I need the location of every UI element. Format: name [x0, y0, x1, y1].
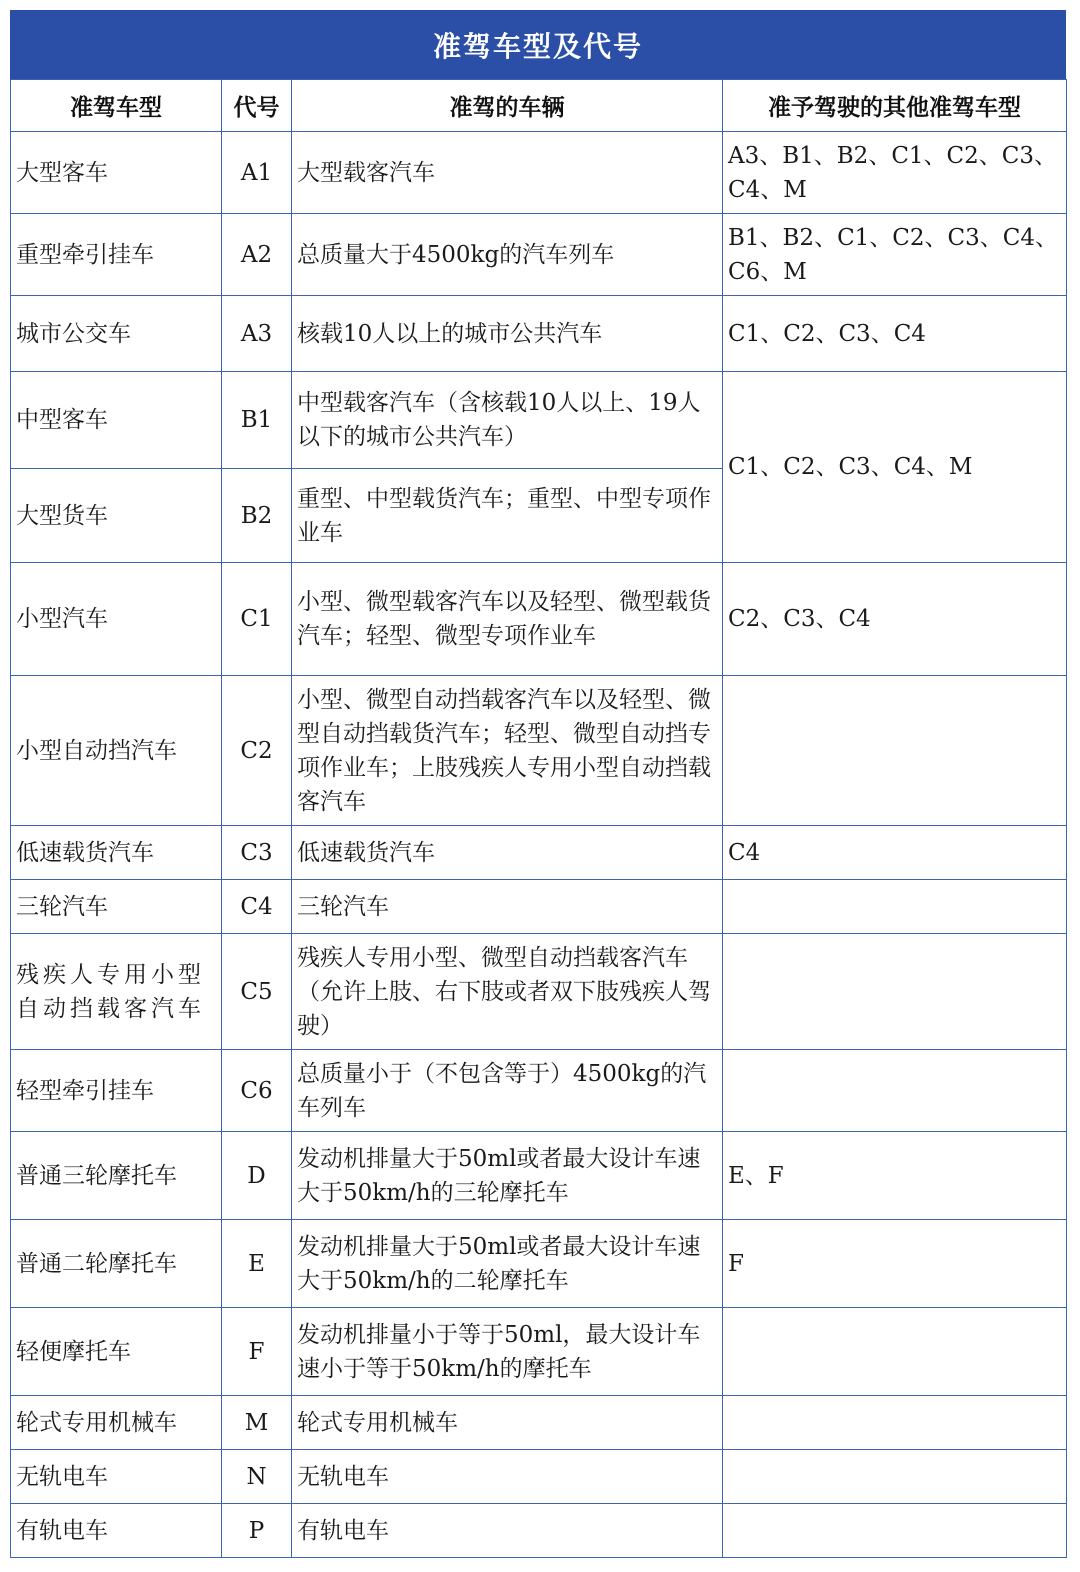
cell-others: B1、B2、C1、C2、C3、C4、C6、M: [723, 214, 1067, 296]
cell-code: B2: [222, 469, 292, 563]
table-row: [11, 1504, 1067, 1558]
cell-vehicles: 总质量小于（不包含等于）4500kg的汽车列车: [292, 1050, 723, 1132]
cell-others: E、F: [723, 1132, 1067, 1220]
cell-type: 残疾人专用小型自动挡载客汽车: [11, 934, 222, 1050]
cell-type: 城市公交车: [11, 296, 222, 372]
cell-type: 大型货车: [11, 469, 222, 563]
cell-code: A1: [222, 132, 292, 214]
cell-others: [723, 880, 1067, 934]
table-row: [11, 563, 1067, 676]
cell-type: 轮式专用机械车: [11, 1396, 222, 1450]
cell-type: 中型客车: [11, 372, 222, 469]
cell-type: 重型牵引挂车: [11, 214, 222, 296]
cell-type: 小型汽车: [11, 563, 222, 676]
cell-vehicles: 无轨电车: [292, 1450, 723, 1504]
table-row: [11, 1220, 1067, 1308]
cell-others: [723, 676, 1067, 826]
cell-vehicles: 中型载客汽车（含核载10人以上、19人以下的城市公共汽车）: [292, 372, 723, 469]
cell-type: 低速载货汽车: [11, 826, 222, 880]
cell-type: 轻便摩托车: [11, 1308, 222, 1396]
cell-type: 轻型牵引挂车: [11, 1050, 222, 1132]
cell-vehicles: 重型、中型载货汽车；重型、中型专项作业车: [292, 469, 723, 563]
cell-others: C2、C3、C4: [723, 563, 1067, 676]
header-type: 准驾车型: [11, 80, 222, 132]
cell-vehicles: 三轮汽车: [292, 880, 723, 934]
cell-vehicles: 总质量大于4500kg的汽车列车: [292, 214, 723, 296]
cell-code: C6: [222, 1050, 292, 1132]
header-vehicles: 准驾的车辆: [292, 80, 723, 132]
cell-code: C5: [222, 934, 292, 1050]
license-table: [10, 79, 1067, 1558]
cell-others: [723, 1396, 1067, 1450]
cell-vehicles: 小型、微型载客汽车以及轻型、微型载货汽车；轻型、微型专项作业车: [292, 563, 723, 676]
table-row: [11, 676, 1067, 826]
table-row: [11, 132, 1067, 214]
cell-others: [723, 1050, 1067, 1132]
license-table-container: [10, 10, 1066, 1558]
cell-vehicles: 有轨电车: [292, 1504, 723, 1558]
cell-vehicles: 小型、微型自动挡载客汽车以及轻型、微型自动挡载货汽车；轻型、微型自动挡专项作业车；上肢残疾人专用小型自动挡载客汽车: [292, 676, 723, 826]
cell-type: 无轨电车: [11, 1450, 222, 1504]
header-others: 准予驾驶的其他准驾车型: [723, 80, 1067, 132]
table-row: [11, 214, 1067, 296]
cell-code: M: [222, 1396, 292, 1450]
table-row: [11, 1396, 1067, 1450]
table-row: [11, 934, 1067, 1050]
cell-code: C2: [222, 676, 292, 826]
cell-others: C1、C2、C3、C4: [723, 296, 1067, 372]
cell-others: [723, 934, 1067, 1050]
cell-others: [723, 1504, 1067, 1558]
cell-type: 普通三轮摩托车: [11, 1132, 222, 1220]
table-row: [11, 1308, 1067, 1396]
table-row: [11, 1132, 1067, 1220]
cell-vehicles: 低速载货汽车: [292, 826, 723, 880]
table-row: [11, 1450, 1067, 1504]
cell-vehicles: 发动机排量大于50ml或者最大设计车速大于50km/h的二轮摩托车: [292, 1220, 723, 1308]
cell-vehicles: 发动机排量大于50ml或者最大设计车速大于50km/h的三轮摩托车: [292, 1132, 723, 1220]
cell-vehicles: 发动机排量小于等于50ml，最大设计车速小于等于50km/h的摩托车: [292, 1308, 723, 1396]
cell-code: A2: [222, 214, 292, 296]
cell-type: 大型客车: [11, 132, 222, 214]
cell-code: F: [222, 1308, 292, 1396]
table-row: [11, 296, 1067, 372]
cell-code: C4: [222, 880, 292, 934]
cell-others-merged: C1、C2、C3、C4、M: [723, 372, 1067, 563]
table-title: 准驾车型及代号: [10, 10, 1066, 79]
cell-vehicles: 残疾人专用小型、微型自动挡载客汽车（允许上肢、右下肢或者双下肢残疾人驾驶）: [292, 934, 723, 1050]
cell-type: 小型自动挡汽车: [11, 676, 222, 826]
table-row: [11, 880, 1067, 934]
cell-code: C1: [222, 563, 292, 676]
cell-code: P: [222, 1504, 292, 1558]
cell-type: 普通二轮摩托车: [11, 1220, 222, 1308]
cell-type: 三轮汽车: [11, 880, 222, 934]
cell-code: N: [222, 1450, 292, 1504]
cell-vehicles: 大型载客汽车: [292, 132, 723, 214]
cell-others: [723, 1450, 1067, 1504]
header-row: [11, 80, 1067, 132]
cell-code: C3: [222, 826, 292, 880]
table-row: [11, 826, 1067, 880]
header-code: 代号: [222, 80, 292, 132]
cell-others: [723, 1308, 1067, 1396]
cell-others: F: [723, 1220, 1067, 1308]
cell-vehicles: 轮式专用机械车: [292, 1396, 723, 1450]
cell-others: C4: [723, 826, 1067, 880]
cell-code: E: [222, 1220, 292, 1308]
cell-code: D: [222, 1132, 292, 1220]
table-row: [11, 372, 1067, 469]
table-row: [11, 1050, 1067, 1132]
cell-others: A3、B1、B2、C1、C2、C3、C4、M: [723, 132, 1067, 214]
cell-type: 有轨电车: [11, 1504, 222, 1558]
cell-code: A3: [222, 296, 292, 372]
cell-code: B1: [222, 372, 292, 469]
cell-vehicles: 核载10人以上的城市公共汽车: [292, 296, 723, 372]
